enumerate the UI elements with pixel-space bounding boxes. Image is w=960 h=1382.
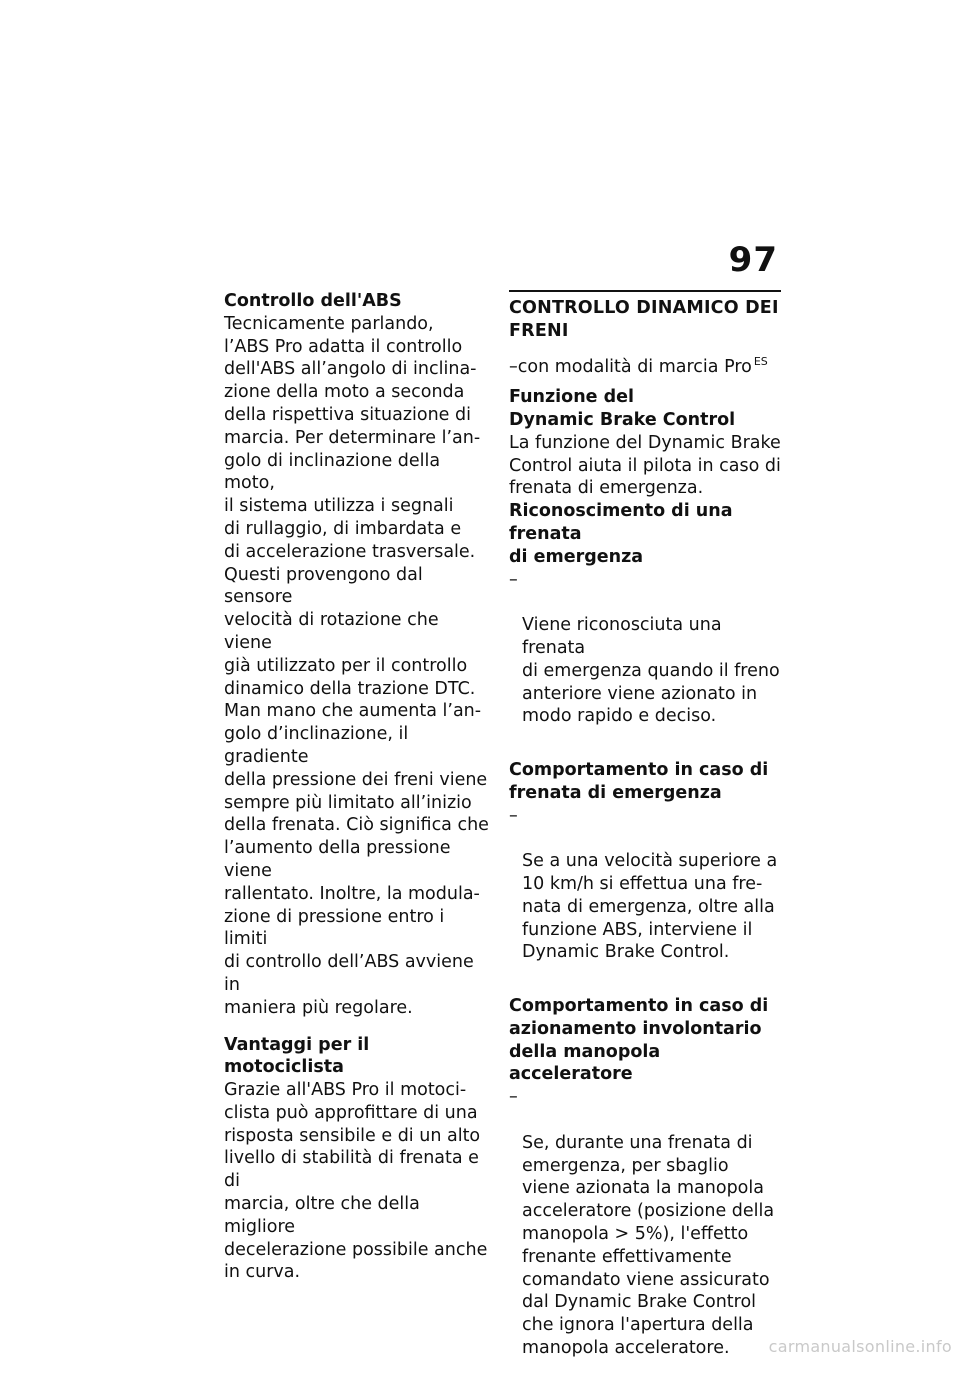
rider-advantages-heading: Vantaggi per il motociclista [224, 1034, 370, 1078]
abs-control-text: Tecnicamente parlando, l’ABS Pro adatta il controllo dell'ABS all’angolo di inclina- zione della moto a seconda della rispettiva situazione di marcia. Per determinare l’an- golo di inclinazione della moto, il sistema utilizza i segnali di rullaggio, di imbardata e di accelerazione trasversale. Questi provengono dal sensore velocità di rotazione che viene già utilizzato per il controllo dinamico della trazione DTC. Man mano che aumenta l’an- golo d’inclinazione, il gradiente della pressione dei freni viene sempre più limitato all’inizio della frenata. Ciò significa che l’aumento della pressione viene rallentato. Inoltre, la modula- zione di pressione entro i limiti di controllo dell’ABS avviene in maniera più regolare. [224, 313, 489, 1018]
function-heading: Funzione del Dynamic Brake Control [509, 387, 736, 431]
watermark: carmanualsonline.info [768, 1337, 952, 1356]
behavior-heading: Comportamento in caso di frenata di emergenza [509, 759, 769, 803]
list-dash: – [509, 569, 518, 590]
throttle-list-item [509, 1086, 781, 1382]
function-text: La funzione del Dynamic Brake Control aiuta il pilota in caso di frenata di emergenza. [509, 432, 781, 499]
throttle-item-text: Se, durante una frenata di emergenza, per sbaglio viene azionata la manopola acceleratore (posizione della manopola > 5%), l'effetto frenante effettivamente comandato viene assicurato dal Dynamic Brake Control che ignora l'apertura della manopola acceleratore. [522, 1132, 775, 1358]
abs-control-heading: Controllo dell'ABS [224, 291, 402, 311]
mode-superscript: ES [753, 354, 768, 368]
rider-advantages-text: Grazie all'ABS Pro il motoci- clista può approfittare di una risposta sensibile e di un alto livello di stabilità di frenata e di marcia, oltre che della migliore decelerazione possibile anche in curva. [224, 1080, 488, 1283]
left-column [224, 290, 492, 1284]
riding-mode-note [509, 351, 781, 379]
mode-text: con modalità di marcia Pro [517, 356, 752, 377]
behavior-item-text: Se a una velocità superiore a 10 km/h si effettua una fre- nata di emergenza, oltre alla funzione ABS, interviene il Dynamic Brake Control. [522, 851, 778, 963]
mode-dash: – [509, 356, 518, 377]
recognition-list-item [509, 569, 781, 751]
behavior-list-item [509, 805, 781, 987]
recognition-heading: Riconoscimento di una frenata di emergenza [509, 501, 733, 567]
throttle-heading: Comportamento in caso di azionamento involontario della manopola acceleratore [509, 995, 769, 1085]
list-dash: – [509, 1087, 518, 1108]
page-number: 97 [728, 240, 778, 280]
recognition-item-text: Viene riconosciuta una frenata di emergenza quando il freno anteriore viene azionato in modo rapido e deciso. [522, 615, 780, 727]
list-dash: – [509, 805, 518, 826]
section-title: CONTROLLO DINAMICO DEI FRENI [509, 290, 781, 343]
right-column [509, 290, 781, 1382]
